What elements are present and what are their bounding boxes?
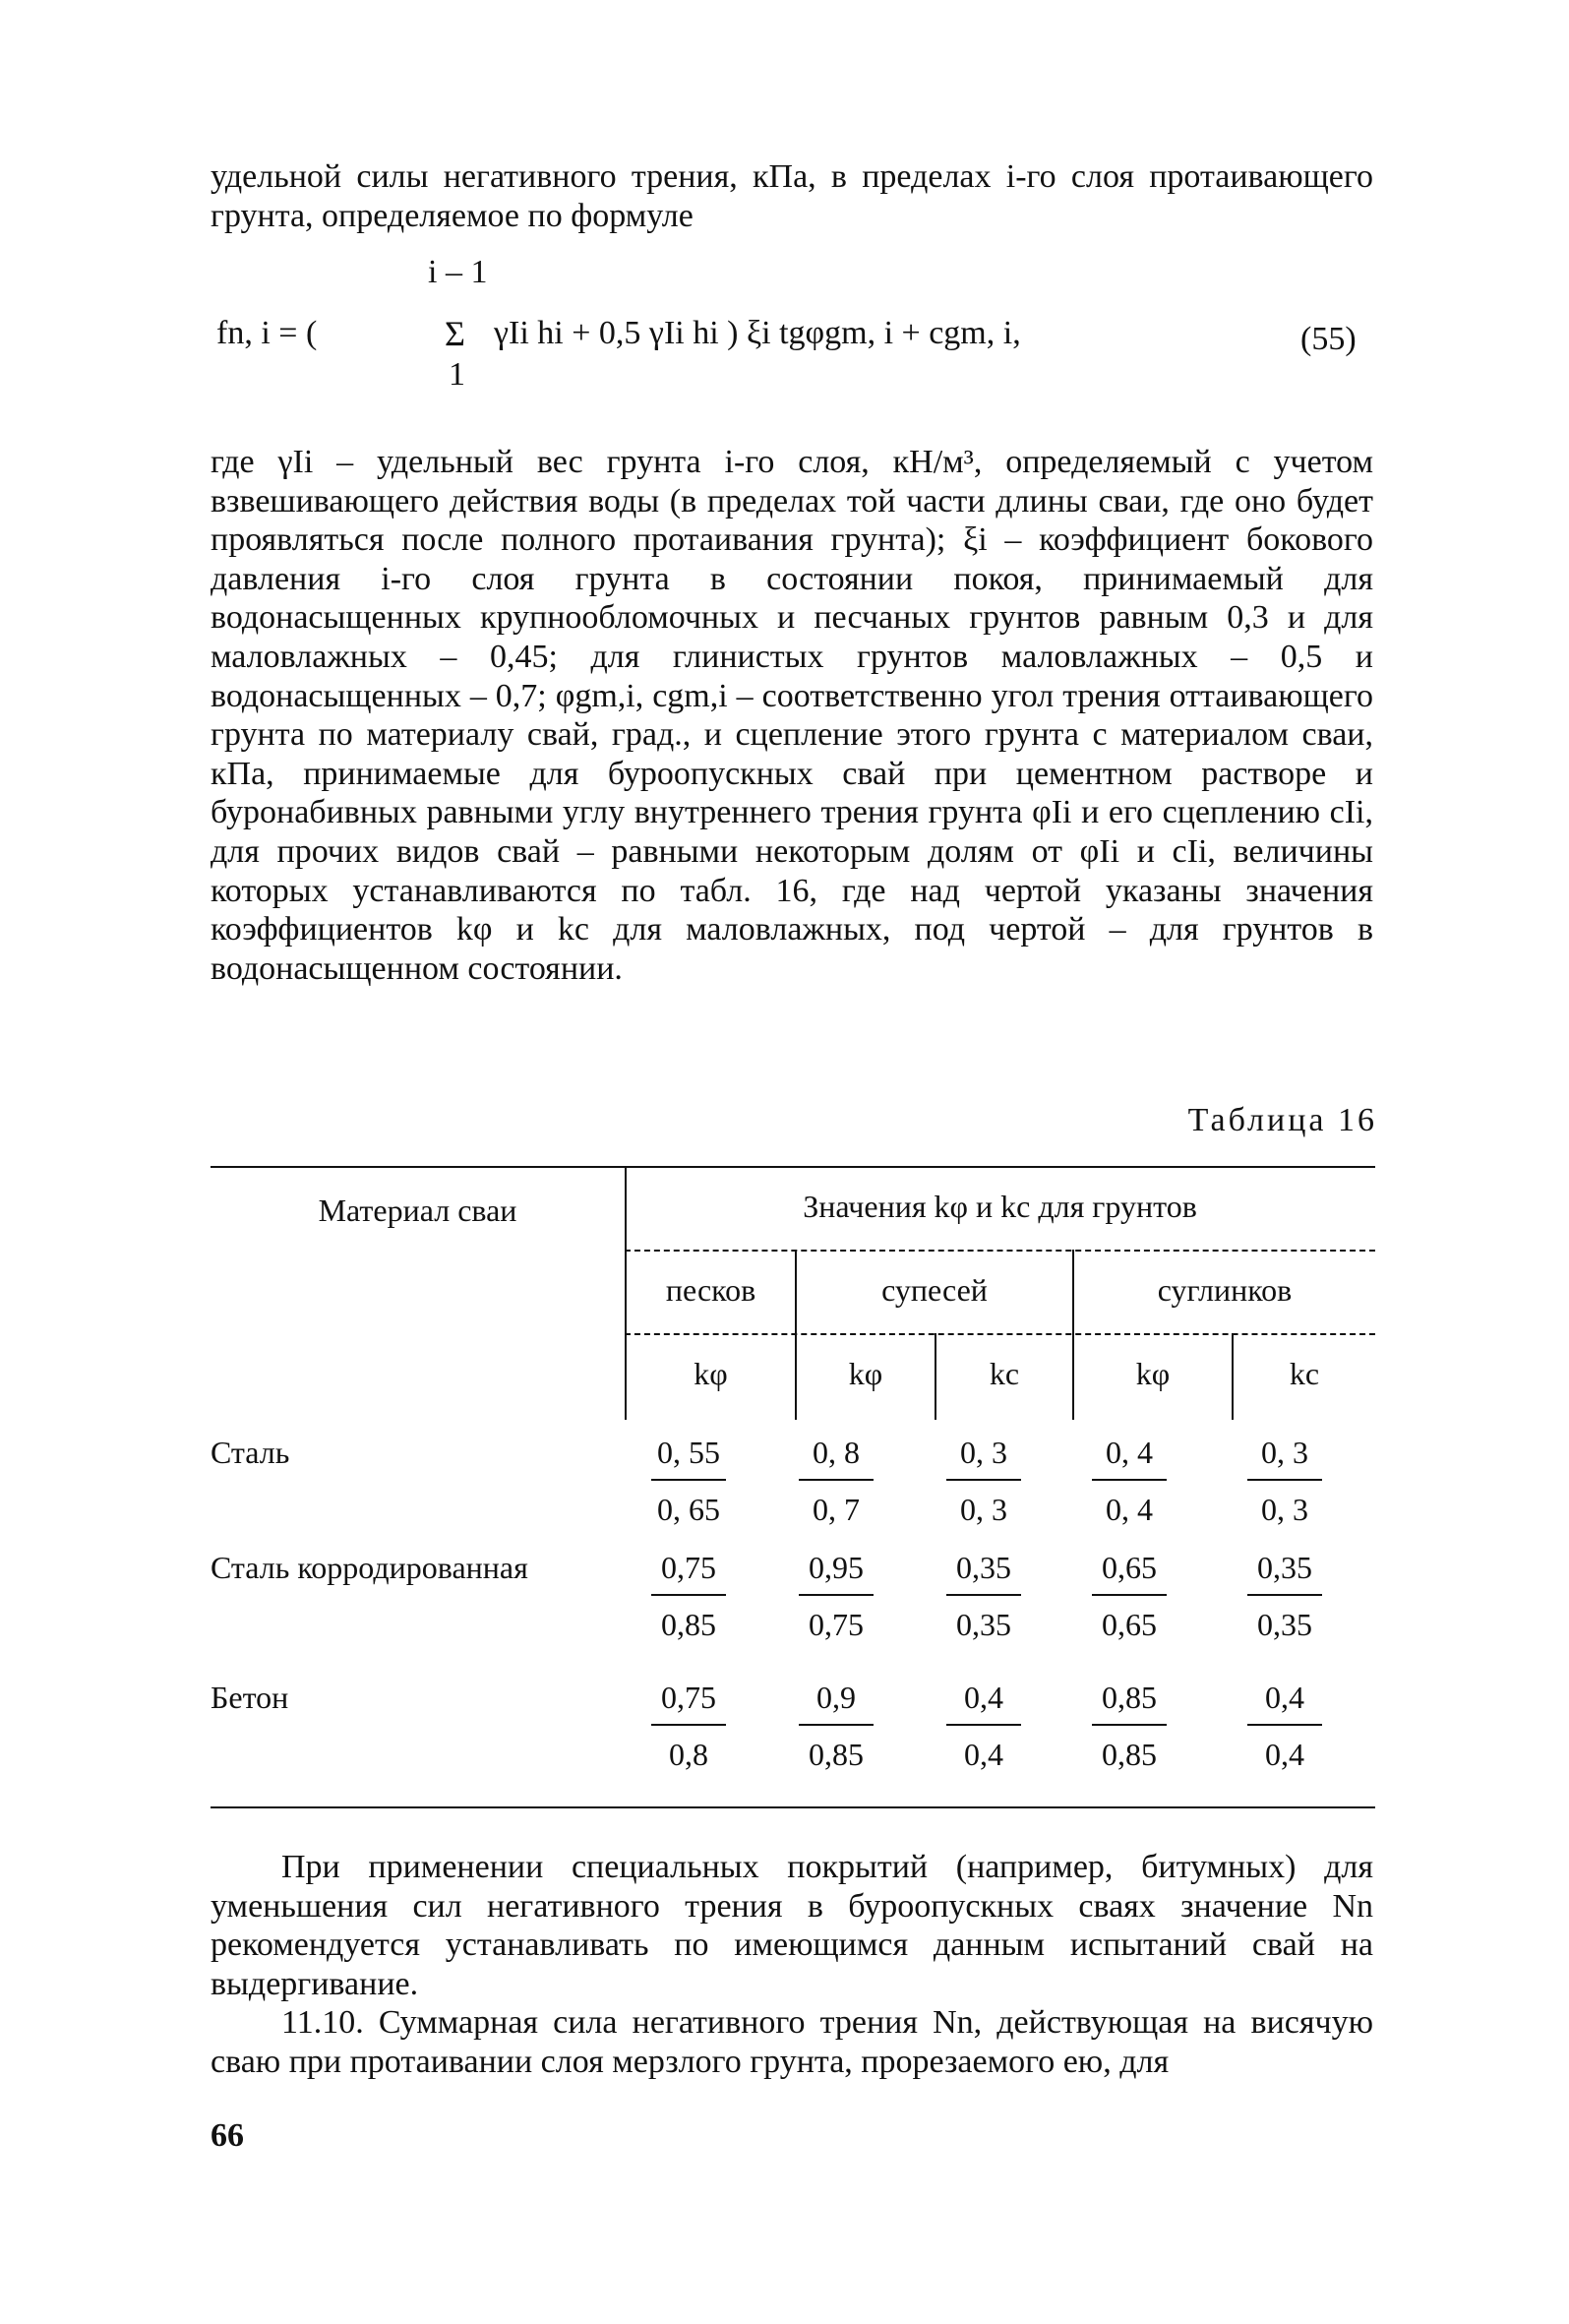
table-caption: Таблица 16: [1187, 1102, 1377, 1138]
formula-lower-limit: 1: [449, 356, 465, 393]
subheader-k-c-sandy-loam: kc: [989, 1356, 1020, 1391]
cell-value: 0, 3: [960, 1492, 1007, 1527]
cell-value: 0, 65: [657, 1492, 720, 1527]
formula-term: γIi hi + 0,5 γIi hi ) ξi tgφgm, i + cgm, i,: [494, 315, 1021, 351]
cell-value: 0,95: [799, 1550, 874, 1596]
cell-value: 0,85: [661, 1607, 716, 1642]
formula-55: [216, 254, 1377, 401]
cell-value: 0, 8: [799, 1435, 874, 1481]
cell-value: 0,75: [651, 1550, 726, 1596]
subheader-k-phi-sandy-loam: kφ: [848, 1356, 883, 1391]
cell-value: 0,35: [956, 1607, 1011, 1642]
cell-value: 0,75: [651, 1680, 726, 1726]
formula-number: (55): [1300, 321, 1357, 357]
table-bottom-rule: [211, 1806, 1375, 1808]
page-number: 66: [211, 2117, 244, 2154]
cell-value: 0,35: [1257, 1607, 1312, 1642]
cell-value: 0, 55: [651, 1435, 726, 1481]
row-material-steel: Сталь: [211, 1435, 290, 1470]
header-material: Материал сваи: [318, 1193, 517, 1228]
cell-value: 0,35: [946, 1550, 1021, 1596]
cell-value: 0,65: [1092, 1550, 1167, 1596]
group-sandy-loam: супесей: [881, 1272, 988, 1308]
subheader-k-phi-loam: kφ: [1135, 1356, 1171, 1391]
header-dash-1: [625, 1250, 1375, 1252]
subheader-k-phi-sand: kφ: [694, 1356, 728, 1391]
table-top-rule: [211, 1166, 1375, 1168]
row-material-corroded-steel: Сталь корродированная: [211, 1550, 528, 1585]
header-values: Значения kφ и kc для грунтов: [803, 1189, 1197, 1224]
cell-value: 0, 3: [946, 1435, 1021, 1481]
formula-sum: Σ: [445, 314, 465, 353]
paragraph-definitions: где γIi – удельный вес грунта i-го слоя, кН/м³, определяемый с учетом взвешивающего действия воды (в пределах той части длины сваи, где оно будет проявляться после полного протаивания грунта); ξi – коэффициент бокового давления i-го слоя грунта в состоянии покоя, принимаемый для водонасыщенных крупнообломочных и песчаных грунтов равным 0,3 и для маловлажных – 0,45; для глинистых грунтов маловлажных – 0,5 и водонасыщенных – 0,7; φgm,i, cgm,i – соответственно угол трения оттаивающего грунта по материалу свай, град., и сцепление этого грунта с материалом сваи, кПа, принимаемые для буроопускных свай при цементном растворе и буронабивных равными углу внутреннего трения грунта φIi и его сцеплению cIi, для прочих видов свай – равными некоторым долям от φIi и cIi, величины которых устанавливаются по табл. 16, где над чертой указаны значения коэффициентов kφ и kc для маловлажных, под чертой – для грунтов в водонасыщенном состоянии.: [211, 444, 1373, 987]
cell-value: 0,4: [964, 1737, 1003, 1772]
cell-value: 0,35: [1247, 1550, 1322, 1596]
cell-value: 0,9: [799, 1680, 874, 1726]
header-dash-2: [625, 1333, 1375, 1335]
cell-value: 0,4: [1265, 1737, 1304, 1772]
paragraph-11-10: 11.10. Суммарная сила негативного трения Nn, действующая на висячую сваю при протаивании слоя мерзлого грунта, прорезаемого ею, для: [211, 2004, 1373, 2080]
cell-value: 0,4: [946, 1680, 1021, 1726]
formula-lhs: fn, i = (: [216, 315, 318, 351]
cell-value: 0,4: [1247, 1680, 1322, 1726]
group-sand: песков: [665, 1272, 756, 1308]
cell-value: 0,85: [809, 1737, 864, 1772]
cell-value: 0,65: [1102, 1607, 1157, 1642]
cell-value: 0,85: [1102, 1737, 1157, 1772]
row-material-concrete: Бетон: [211, 1680, 289, 1715]
cell-value: 0, 4: [1092, 1435, 1167, 1481]
paragraph-coatings: При применении специальных покрытий (например, битумных) для уменьшения сил негативного трения в буроопускных сваях значение Nn рекомендуется устанавливать по имеющимся данным испытаний свай на выдергивание.: [211, 1849, 1373, 2002]
formula-upper-limit: i – 1: [428, 254, 488, 290]
cell-value: 0, 7: [813, 1492, 860, 1527]
cell-value: 0, 3: [1247, 1435, 1322, 1481]
cell-value: 0, 3: [1261, 1492, 1308, 1527]
cell-value: 0, 4: [1106, 1492, 1153, 1527]
subheader-k-c-loam: kc: [1289, 1356, 1320, 1391]
cell-value: 0,8: [669, 1737, 708, 1772]
paragraph-intro: удельной силы негативного трения, кПа, в пределах i-го слоя протаивающего грунта, определяемое по формуле: [211, 158, 1373, 234]
cell-value: 0,75: [809, 1607, 864, 1642]
cell-value: 0,85: [1092, 1680, 1167, 1726]
group-loam: суглинков: [1157, 1272, 1293, 1308]
